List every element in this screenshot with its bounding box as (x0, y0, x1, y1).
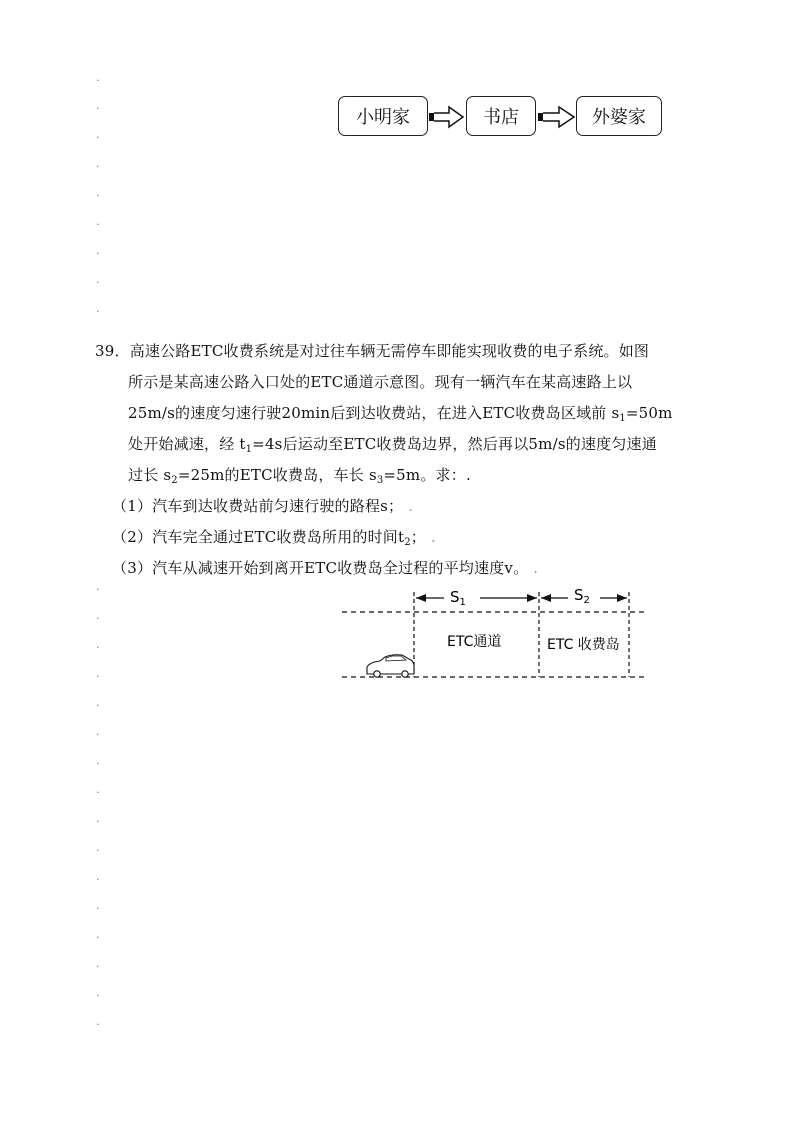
flow-node-bookstore: 书店 (466, 96, 536, 136)
margin-dot: . (96, 580, 100, 593)
s1-label: $S_1$ (450, 588, 466, 608)
car-icon (367, 655, 414, 677)
margin-dot: . (96, 986, 100, 999)
margin-dot: . (96, 128, 100, 141)
margin-dot: . (96, 215, 100, 228)
margin-dot: . (96, 957, 100, 970)
margin-dot: . (96, 157, 100, 170)
margin-dot: . (96, 302, 100, 315)
question-part-1: （1）汽车到达收费站前匀速行驶的路程s； . (112, 497, 414, 515)
margin-dot: . (96, 754, 100, 767)
margin-dot: . (96, 667, 100, 680)
margin-dot: . (96, 186, 100, 199)
margin-dot: . (96, 899, 100, 912)
question-part-3: （3）汽车从减速开始到离开ETC收费岛全过程的平均速度v。 . (112, 559, 539, 577)
etc-channel-label: ETC通道 (447, 634, 502, 650)
s2-label: $S_2$ (574, 586, 590, 606)
question-line-5: 过长 $s_2=25m$的ETC收费岛，车长 $s_3=5m$。求：. (128, 466, 471, 486)
margin-dot: . (96, 99, 100, 112)
margin-dot: . (96, 841, 100, 854)
question-line-4: 处开始减速，经 $t_1=4s$后运动至ETC收费岛边界，然后再以5m/s的速度匀速通 (128, 435, 657, 455)
margin-dot: . (96, 609, 100, 622)
flow-arrow-icon (429, 105, 465, 129)
question-part-2: （2）汽车完全通过ETC收费岛所用的时间$t_2$； . (112, 528, 436, 548)
margin-dot: . (96, 928, 100, 941)
flow-arrow-icon (538, 105, 576, 129)
margin-dot: . (96, 1015, 100, 1028)
margin-dot: . (96, 244, 100, 257)
flow-node-home: 小明家 (338, 96, 428, 136)
etc-channel-diagram (330, 578, 660, 688)
margin-dot: . (96, 273, 100, 286)
margin-dot: . (96, 71, 100, 84)
question-line-2: 所示是某高速公路入口处的ETC通道示意图。现有一辆汽车在某高速路上以 (128, 373, 633, 391)
question-line-3: 25m/s的速度匀速行驶20min后到达收费站，在进入ETC收费岛区域前 $s_1=50m$ (128, 404, 673, 424)
flow-node-grandma-home: 外婆家 (576, 96, 662, 136)
question-line-1: 39．高速公路ETC收费系统是对过往车辆无需停车即能实现收费的电子系统。如图 (95, 342, 650, 360)
margin-dot: . (96, 812, 100, 825)
margin-dot: . (96, 870, 100, 883)
question-number: 39． (95, 342, 130, 360)
margin-dot: . (96, 638, 100, 651)
toll-island-label: ETC 收费岛 (547, 637, 620, 653)
margin-dot: . (96, 783, 100, 796)
margin-dot: . (96, 696, 100, 709)
margin-dot: . (96, 725, 100, 738)
